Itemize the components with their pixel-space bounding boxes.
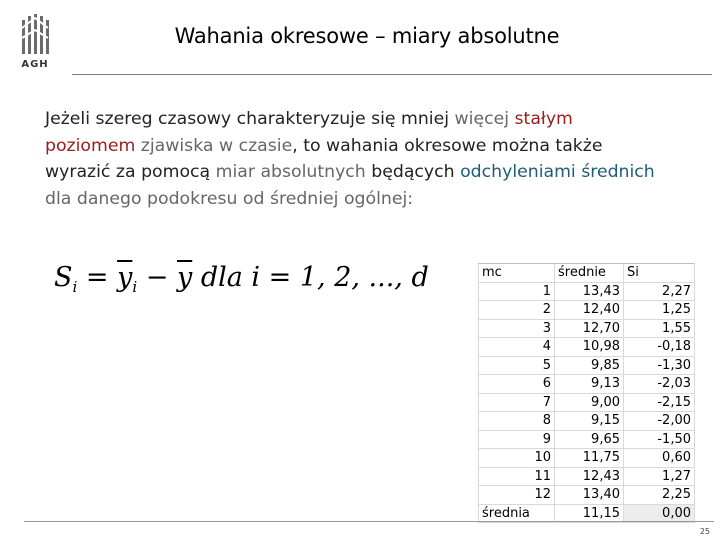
- formula-symbol: $\overline{y}$: [176, 262, 193, 293]
- formula-subscript: i: [72, 278, 78, 296]
- table-cell: 13,40: [555, 486, 624, 505]
- table-cell: 11,75: [555, 449, 624, 468]
- table-cell: 10,98: [555, 338, 624, 357]
- table-row: [479, 393, 695, 412]
- formula-operator: =: [77, 262, 118, 293]
- table-cell: -2,03: [624, 375, 695, 394]
- text-segment-highlight: zjawiska w czasie: [135, 135, 293, 156]
- formula-symbol: S: [54, 262, 73, 293]
- slide-title: Wahania okresowe – miary absolutne: [174, 24, 560, 48]
- logo-text: AGH: [21, 59, 49, 70]
- table-footer-cell: średnia: [479, 504, 555, 523]
- table-row: [479, 449, 695, 468]
- table-cell: 9,15: [555, 412, 624, 431]
- text-segment: , to wahania okresowe można także wyrazić za pomocą: [45, 135, 603, 182]
- table-cell: -2,00: [624, 412, 695, 431]
- table-footer-cell: 0,00: [624, 504, 695, 523]
- table-cell: 4: [479, 338, 555, 357]
- text-segment-highlight: miar absolutnych: [215, 162, 366, 182]
- table-cell: 12,70: [555, 319, 624, 338]
- table-cell: 5: [479, 356, 555, 375]
- table-cell: 1,25: [624, 301, 695, 320]
- table-row: [479, 301, 695, 320]
- table-row: [479, 430, 695, 449]
- table-footer-row: [479, 504, 695, 523]
- formula-condition: dla i = 1, 2, ..., d: [192, 262, 429, 293]
- body-paragraph: [45, 106, 665, 212]
- seasonal-deviations-table: [478, 263, 695, 523]
- formula-symbol: $\overline{y}$: [117, 262, 133, 293]
- table-header-row: [479, 264, 695, 283]
- table-cell: 12,43: [555, 467, 624, 486]
- table-cell: 9: [479, 430, 555, 449]
- table-row: [479, 467, 695, 486]
- table-cell: 10: [479, 449, 555, 468]
- table-cell: 12: [479, 486, 555, 505]
- text-segment-highlight: stałym poziomem: [45, 109, 573, 156]
- text-segment: dla danego podokresu od średniej ogólnej:: [45, 188, 414, 209]
- table-cell: 1,27: [624, 467, 695, 486]
- table-row: [479, 282, 695, 301]
- table-cell: 12,40: [555, 301, 624, 320]
- table-cell: 2: [479, 301, 555, 320]
- table-cell: 9,00: [555, 393, 624, 412]
- agh-logo-emblem: [21, 14, 49, 58]
- table-header-cell: Si: [624, 264, 695, 283]
- formula-operator: −: [137, 262, 177, 293]
- text-segment: Jeżeli szereg czasowy charakteryzuje się mniej: [45, 109, 455, 129]
- table-cell: -0,18: [624, 338, 695, 357]
- table-header-cell: mc: [479, 264, 555, 283]
- table-row: [479, 356, 695, 375]
- text-segment-highlight: więcej: [454, 109, 510, 129]
- table-cell: -2,15: [624, 393, 695, 412]
- table-cell: 11: [479, 467, 555, 486]
- formula-subscript: i: [132, 278, 138, 296]
- table-cell: 2,25: [624, 486, 695, 505]
- table-cell: 13,43: [555, 282, 624, 301]
- table-cell: 6: [479, 375, 555, 394]
- table-cell: -1,30: [624, 356, 695, 375]
- formula: [54, 262, 429, 296]
- table-cell: 3: [479, 319, 555, 338]
- agh-logo: [18, 12, 52, 74]
- page-number: 25: [699, 527, 710, 536]
- table-row: [479, 486, 695, 505]
- table-row: [479, 375, 695, 394]
- footer-divider: [24, 521, 714, 522]
- table-cell: 2,27: [624, 282, 695, 301]
- table-body: [479, 264, 695, 523]
- text-segment-highlight: odchyleniami średnich: [460, 162, 655, 182]
- table-cell: 1,55: [624, 319, 695, 338]
- table-cell: 8: [479, 412, 555, 431]
- table-cell: 9,65: [555, 430, 624, 449]
- table-cell: 7: [479, 393, 555, 412]
- table-row: [479, 412, 695, 431]
- table-row: [479, 319, 695, 338]
- header-divider: [72, 74, 712, 75]
- table-cell: -1,50: [624, 430, 695, 449]
- table-cell: 9,85: [555, 356, 624, 375]
- table-cell: 0,60: [624, 449, 695, 468]
- table-cell: 9,13: [555, 375, 624, 394]
- table-header-cell: średnie: [555, 264, 624, 283]
- table-cell: 1: [479, 282, 555, 301]
- table-footer-cell: 11,15: [555, 504, 624, 523]
- text-segment: będących: [365, 162, 461, 182]
- table-row: [479, 338, 695, 357]
